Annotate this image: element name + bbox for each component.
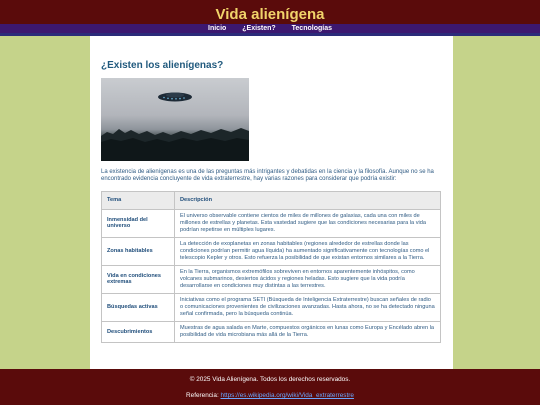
main-content	[90, 36, 453, 371]
row-desc: El universo observable contiene cientos de miles de millones de galaxias, cada una con miles de millones de estrellas y planetas. Esta vastedad sugiere que las condiciones necesarias para la vida podrían repetirse en múltiples lugares.	[175, 209, 441, 237]
reasons-table	[101, 191, 441, 343]
reference-line	[0, 392, 540, 400]
site-title: Vida alienígena	[215, 6, 325, 23]
row-desc: Muestras de agua salada en Marte, compuestos orgánicos en lunas como Europa y Encélado abren la posibilidad de vida microbiana más allá de la Tierra.	[175, 321, 441, 342]
nav-inicio[interactable]: Inicio	[208, 25, 227, 32]
row-tema: Vida en condiciones extremas	[102, 265, 175, 293]
row-tema: Búsquedas activas	[102, 293, 175, 321]
row-tema: Zonas habitables	[102, 237, 175, 265]
table-row	[102, 293, 441, 321]
site-header	[0, 0, 540, 36]
table-row	[102, 209, 441, 237]
reference-link[interactable]: https://es.wikipedia.org/wiki/Vida_extraterrestre	[220, 392, 354, 399]
table-row	[102, 265, 441, 293]
copyright-text: © 2025 Vida Alienígena. Todos los derechos reservados.	[189, 376, 351, 383]
table-row	[102, 237, 441, 265]
row-desc: Iniciativas como el programa SETI (Búsqueda de Inteligencia Extraterrestre) buscan señales de radio o comunicaciones provenientes de civilizaciones avanzadas. Hasta ahora, no se ha detectado ninguna señal confirmada, pero la búsqueda continúa.	[175, 293, 441, 321]
table-header-row	[102, 191, 441, 209]
nav-tecnologias[interactable]: Tecnologías	[291, 25, 332, 32]
intro-text: La existencia de alienígenas es una de las preguntas más intrigantes y debatidas en la ciencia y la filosofía. Aunque no se ha encontrado evidencia concluyente de vida extraterrestre, hay varias razones para considerar que podría existir:	[101, 169, 434, 183]
nav-existen[interactable]: ¿Existen?	[242, 25, 276, 32]
reference-label: Referencia:	[186, 392, 219, 399]
row-tema: Inmensidad del universo	[102, 209, 175, 237]
col-tema: Tema	[102, 191, 175, 209]
table-row	[102, 321, 441, 342]
page-title: ¿Existen los alienígenas?	[101, 60, 224, 71]
row-desc: La detección de exoplanetas en zonas habitables (regiones alrededor de estrellas donde las condiciones podrían permitir agua líquida) ha aumentado significativamente con tecnologías como el telescopio Kepler y otros. Esto refuerza la posibilidad de que existan entornos similares a la Tierra.	[175, 237, 441, 265]
site-footer	[0, 369, 540, 405]
row-tema: Descubrimientos	[102, 321, 175, 342]
row-desc: En la Tierra, organismos extremófilos sobreviven en entornos aparentemente inhóspitos, como volcanes submarinos, desiertos ácidos y regiones heladas. Esto sugiere que la vida podría desarrollarse en condiciones muy distintas a las terrestres.	[175, 265, 441, 293]
col-descripcion: Descripción	[175, 191, 441, 209]
ufo-image	[101, 78, 249, 161]
main-nav	[0, 24, 540, 33]
